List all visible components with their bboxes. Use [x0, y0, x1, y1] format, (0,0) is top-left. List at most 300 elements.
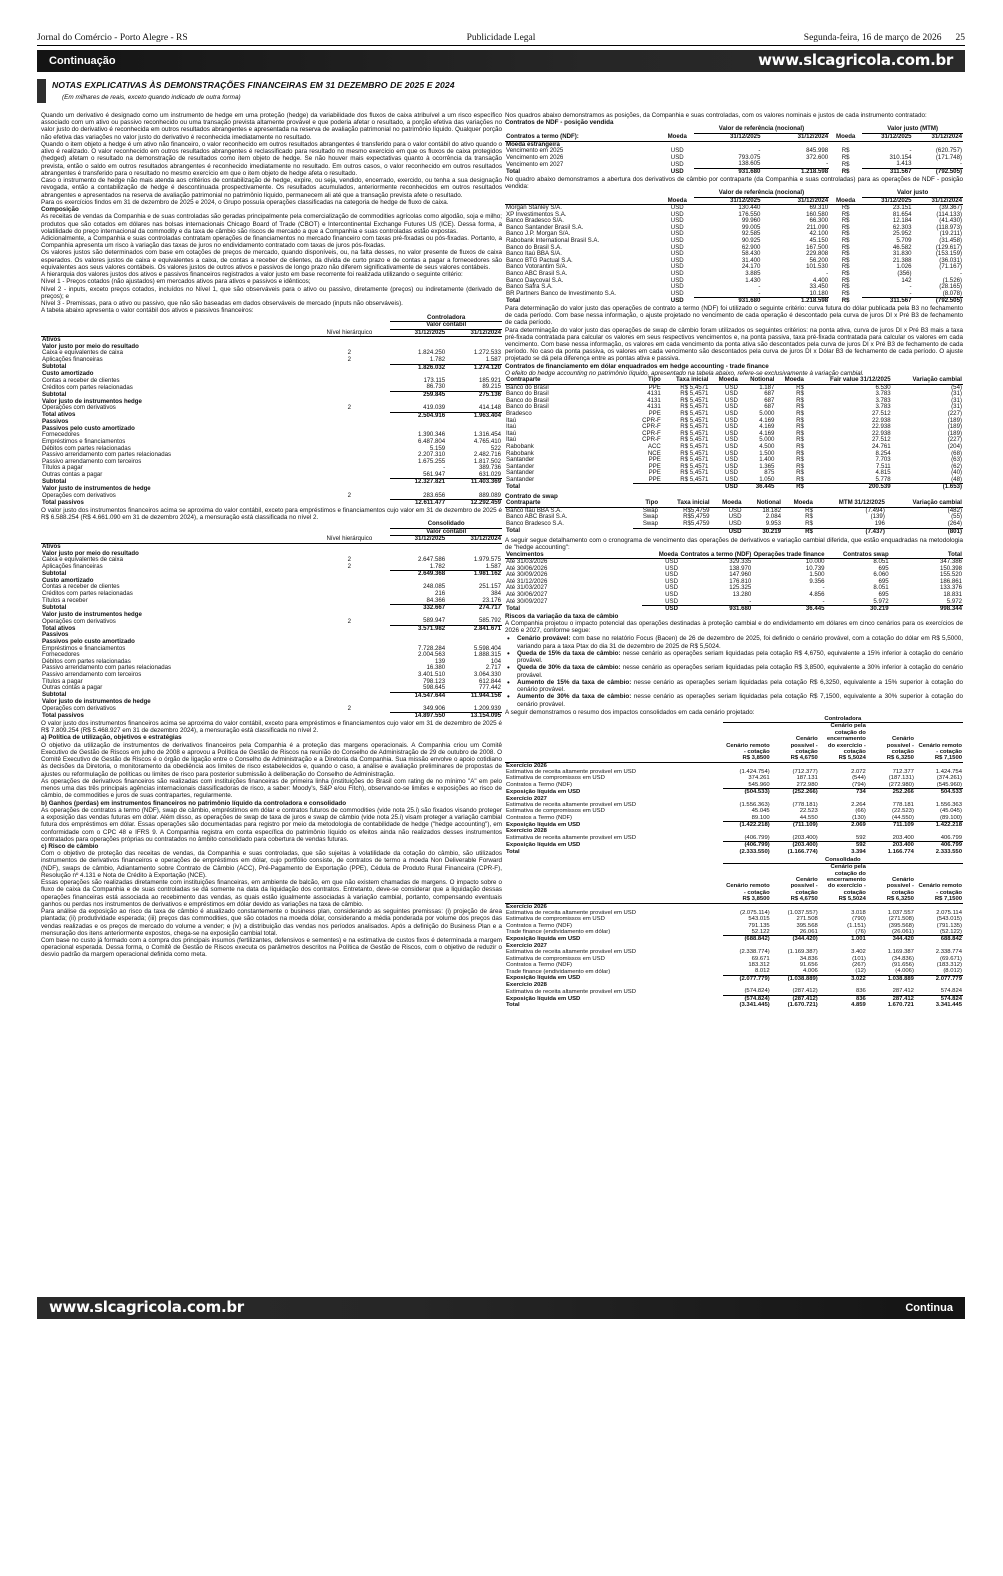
row-level: [308, 591, 390, 598]
row-level: [308, 371, 390, 378]
row-cell: (227): [947, 436, 962, 444]
row-value: 33.450: [809, 283, 829, 291]
row-cell: 2.333.550: [935, 848, 962, 855]
table-row: [505, 929, 963, 936]
header-cell: [41, 322, 308, 330]
row-label: Valor justo de instrumentos de hedge: [42, 698, 151, 706]
row-label: Empréstimos e financiamentos: [42, 437, 126, 445]
header-cell: MTM 31/12/2025: [814, 500, 886, 507]
newspaper-name: Jornal do Comércio - Porto Alegre - RS: [37, 33, 188, 44]
row-value-2024: 2.482.716: [473, 451, 501, 459]
row-label: Banco Itaú BBA S/A.: [506, 250, 562, 258]
row-cell: (7.494): [865, 506, 885, 514]
header-cell: Moeda: [775, 377, 805, 384]
row-label: Aplicações financeiras: [42, 356, 103, 364]
row-label: Trade finance (endividamento em dólar): [506, 929, 611, 936]
row-value: 1.413: [862, 161, 912, 168]
row-cell: R$ 5,4571: [680, 462, 709, 470]
row-value-2024: 1.817.502: [473, 457, 501, 465]
row-label: Contratos a Termo (NDF): [506, 961, 573, 968]
header-cell: Contratos swap: [826, 552, 890, 559]
row-cell: 5.000: [759, 436, 775, 444]
row-cell: 347.386: [939, 558, 962, 566]
header-cell: [308, 315, 390, 322]
row-value: 69.310: [809, 204, 829, 212]
row-cell: 875: [764, 469, 775, 477]
row-cell: 9.953: [742, 521, 781, 528]
body-paragraph: O valor justo dos instrumentos financeiros acima se aproxima do valor contábil, exceto para empréstimos e financiamentos cujo valor em 31 de dezembro de 2025 é R$ 6.588.254 (R$ 4.661.090 em 31 de dezembro 2024), a mensuração está classificada no nível 2.: [41, 506, 502, 521]
row-label: Custo amortizado: [42, 576, 94, 584]
header-cell: [41, 528, 308, 536]
row-cell: 734: [856, 789, 866, 796]
body-paragraph: Nível 3 - Premissas, para o ativo ou passivo, que não são baseadas em dados observáveis de mercado (inputs não observáveis).: [41, 300, 403, 308]
table-row: [505, 264, 963, 271]
table-row: [505, 903, 963, 910]
row-currency: USD: [670, 296, 684, 304]
header-2024: 31/12/2024: [913, 197, 963, 205]
header-2025: 31/12/2025: [694, 197, 762, 205]
row-cell: (22.523): [891, 808, 914, 815]
row-label: Empréstimos e financiamentos: [42, 644, 126, 652]
row-label: Itaú: [506, 416, 517, 424]
body-paragraph: Nos quadros abaixo demonstramos as posições, da Companhia e suas controladas, com os valores nominais e justos de cada instrumento contratado:: [505, 112, 927, 119]
row-cell: (374.261): [936, 775, 962, 782]
row-cell: 778.181: [892, 801, 914, 808]
row-currency: R$: [841, 160, 850, 168]
row-value-2024: [446, 632, 502, 639]
row-label: Estimativa de receita altamente provável em USD: [506, 801, 636, 808]
row-value: 31.400: [741, 256, 761, 264]
row-currency: USD: [670, 269, 684, 277]
row-cell: 13.280: [732, 591, 752, 599]
row-cell: (1.151): [847, 922, 866, 929]
body-paragraph: Com o objetivo de proteção das receitas de vendas, da Companhia e suas controladas, que são sujeitas à volatilidade da cotação do câmbio, são utilizados instrumentos de derivativos financeiros e operações de empréstimos em dólar, cujo portfólio consiste, de contratos de termo a moeda Non Deliverable Forward (NDF), swaps de câmbio, Adiantamento sobre Contrato de Câmbio (ACC), Pré-Pagamento de Exportação (PPE), Cédula de Produto Rural Financeira (CPR-F), Resolução nº 4.131 e Nota de Crédito à Exportação (NCE).: [41, 850, 502, 879]
row-value: 311.567: [889, 167, 912, 175]
row-label: Total: [506, 296, 521, 304]
row-currency: R$: [841, 289, 850, 297]
row-cell: 3.783: [875, 390, 891, 398]
row-value: 130.440: [738, 204, 761, 212]
subheading: Riscos da variação da taxa de câmbio: [505, 612, 619, 620]
row-label: Subtotal: [42, 363, 67, 371]
header-cell: Moeda: [711, 500, 743, 507]
row-cell: 406.799: [915, 835, 963, 842]
row-cell: (574.824): [744, 995, 770, 1002]
row-label: Contratos a Termo (NDF): [506, 922, 573, 929]
row-cell: 3.018: [851, 909, 866, 916]
row-value: 31.830: [892, 250, 912, 258]
row-cell: 203.400: [892, 842, 914, 849]
row-cell: 1.001: [851, 936, 866, 943]
body-paragraph: As operações de derivativos financeiros são realizadas com instituições financeiras de primeira linha (instituições do Brasil com rating de no mínimo "A" em pelo menos uma das três principais agências internacionais classificadoras de risco, a saber: Moody's, S&P e/ou Fitch), observando-se limites e exposições ao risco de câmbio, de commodities e juros de suas contrapartes, regularmente.: [41, 777, 502, 800]
row-label: Banco Daycoval S.A.: [506, 276, 564, 284]
scenario-name: Queda de 30% da taxa de câmbio:: [517, 664, 621, 672]
row-value-2024: 1.272.533: [473, 349, 501, 357]
row-cell: (543.015): [936, 916, 962, 923]
row-currency: R$: [841, 223, 850, 231]
row-label: Total ativos: [42, 411, 76, 419]
scenario-rate: R$ 6,3250: [867, 896, 915, 903]
row-level: [308, 378, 390, 385]
row-value-2025: [390, 337, 446, 344]
row-cell: R$: [796, 449, 804, 457]
row-cell: R$: [805, 513, 813, 521]
row-value-2024: 1.587: [446, 357, 502, 364]
row-value-2024: 11.944.156: [470, 691, 501, 699]
row-cell: 504.533: [940, 789, 962, 796]
row-cell: R$: [796, 483, 804, 491]
row-label: Débitos com partes relacionadas: [42, 444, 131, 452]
row-cell: 592: [856, 842, 866, 849]
row-value: 24.170: [741, 263, 761, 271]
row-value-2024: 275.136: [478, 390, 501, 398]
header-cell: [41, 315, 308, 322]
table-row: [505, 484, 963, 491]
row-cell: 329.335: [729, 558, 752, 566]
row-level: 2: [347, 356, 352, 364]
row-value-2025: 2.647.586: [418, 556, 446, 564]
row-cell: (271.508): [888, 916, 914, 923]
row-cell: 687: [764, 403, 775, 411]
table-header-row: [41, 329, 502, 337]
body-paragraph: A seguir segue detalhamento com o cronograma de vencimento das operações de derivativos e variação cambial diferida, que estão enquadradas na metodologia de "hedge accounting":: [505, 537, 963, 552]
row-value-2024: 1.316.454: [473, 431, 501, 439]
scenario-item: [515, 693, 963, 707]
row-label: XP Investimentos S.A.: [506, 210, 567, 218]
table-row: [505, 168, 963, 175]
row-cell: 30.219: [870, 605, 889, 613]
table-header-row: [505, 864, 963, 896]
row-label: Banco do Brasil: [506, 383, 549, 391]
row-label: Banco J.P. Morgan S/A.: [506, 230, 571, 238]
row-value-2025: 6.487.804: [418, 437, 446, 445]
row-value: -: [758, 147, 761, 155]
row-label: Trade finance (endividamento em dólar): [506, 968, 611, 975]
body-paragraph: As operações de contratos a termo (NDF), swap de câmbio, empréstimos em dólar e contratos futuros de commodities (vide nota 25.i) são fixados visando proteger a exposição das vendas futuras em dólar. Além disso, as operações de swap de taxa de juros e swap de câmbio (vide nota 25.i) visam proteger a variação cambial futura dos empréstimos em dólar. Essas operações são documentadas para registro por meio da metodologia de contabilidade de hedge ("hedge accounting"), em conformidade com o CPC 48 e IFRS 9. A Companhia registra em conta específica do patrimônio líquido os efeitos ainda não realizados desses instrumentos contratados para operações próprias ou contratados no âmbito consolidado para cobertura de vendas futuras.: [41, 806, 502, 843]
row-cell: 695: [878, 591, 889, 599]
row-label: Até 30/06/2026: [506, 564, 548, 572]
row-value: (114.133): [936, 210, 962, 218]
row-cell: [659, 528, 711, 535]
row-label: Banco Itaú BBA S.A.: [506, 506, 562, 514]
row-cell: USD: [725, 449, 738, 457]
table-consolidado-financial-instruments: [41, 521, 502, 720]
body-paragraph: Adicionalmente, a Companhia e suas controladas contratam operações de financiamentos no mercado financeiro com taxas pré-fixadas ou pós-fixadas. Portanto, a Companhia apresenta um risco à variação das taxas de juros no endividamento contratado com taxas de juros pós-fixadas.: [41, 234, 502, 250]
table-row: [41, 571, 502, 578]
row-level: [308, 465, 390, 472]
section-title: [37, 79, 477, 103]
header-2024: 31/12/2024: [446, 329, 502, 337]
row-cell: (40): [951, 469, 962, 477]
table-header-row: [505, 755, 963, 762]
row-cell: 44.550: [771, 815, 819, 822]
row-label: Passivos pelo custo amortizado: [42, 424, 135, 432]
row-cell: 22.938: [872, 423, 891, 431]
row-value-2025: 1.824.250: [418, 349, 446, 357]
row-cell: (203.400): [771, 835, 819, 842]
row-value-2024: 1.274.120: [473, 363, 501, 371]
table-row: [41, 500, 502, 507]
row-label: Total: [506, 848, 520, 855]
row-cell: 5.972: [890, 599, 963, 606]
header-cell: [505, 755, 723, 762]
row-level: [308, 578, 390, 585]
row-cell: 712.377: [892, 769, 914, 776]
row-value: 10.180: [761, 291, 829, 298]
scenario-header: Cenário remoto - cotação: [726, 883, 770, 896]
row-value-2024: 1.888.315: [473, 651, 501, 659]
row-cell: 1.424.754: [935, 769, 962, 776]
row-level: [308, 659, 390, 666]
continuation-label: Continuação: [49, 54, 116, 67]
row-value-2024: 89.215: [446, 384, 502, 391]
row-cell: 574.824: [915, 988, 963, 995]
row-value-2025: 86.730: [390, 384, 446, 391]
row-cell: R$ 5,4571: [680, 429, 709, 437]
row-cell: 125.325: [729, 584, 752, 592]
masthead: [37, 32, 965, 46]
row-label: BR Partners Banco de Investimento S.A.: [506, 289, 617, 297]
header-nivel: Nível hierárquico: [308, 329, 390, 337]
row-value-2025: 1.782: [390, 357, 446, 364]
table-row: [505, 975, 963, 982]
row-cell: (54): [951, 383, 962, 391]
row-currency: R$: [841, 210, 850, 218]
body-paragraph: Nível 2 - inputs, exceto preços cotados, incluídos no Nível 1, que são observáveis para o ativo ou passivo, diretamente (preços) ou indiretamente (derivado de preços); e: [41, 285, 502, 300]
row-cell: USD: [725, 390, 738, 398]
row-cell: R$ 5,4571: [680, 396, 709, 404]
row-cell: 4.169: [759, 416, 775, 424]
row-cell: (8.012): [915, 968, 963, 975]
row-level: [308, 672, 390, 679]
row-cell: [771, 762, 819, 769]
row-value: (31.458): [939, 237, 962, 245]
row-label: Passivo arrendamento com partes relacionadas: [42, 451, 172, 459]
row-level: 2: [347, 562, 352, 570]
row-cell: (45.045): [940, 808, 962, 815]
row-cell: [915, 762, 963, 769]
table-row: [41, 713, 502, 720]
table-row: [505, 822, 963, 829]
row-label: Ativos: [42, 336, 61, 344]
row-level: [308, 446, 390, 453]
row-value: 58.430: [741, 250, 761, 258]
row-cell: 1.050: [739, 477, 776, 484]
header-2024: 31/12/2024: [913, 134, 963, 142]
subheading: a) Política de utilização, objetivos e estratégias: [41, 734, 182, 742]
row-cell: (344.420): [792, 936, 818, 943]
row-cell: USD: [665, 584, 679, 592]
row-level: [308, 571, 390, 578]
row-cell: 196: [814, 521, 886, 528]
table-header-row: [41, 536, 502, 544]
row-currency: R$: [841, 276, 850, 284]
row-cell: 10.739: [805, 564, 825, 572]
row-cell: -: [822, 584, 825, 592]
row-cell: 2.084: [765, 513, 781, 521]
row-value: 3.885: [745, 269, 761, 277]
row-value-2024: 1.587: [446, 564, 502, 571]
table-row: [505, 1002, 963, 1008]
row-cell: R$: [796, 469, 804, 477]
body-paragraph: A hierarquia dos valores justos dos ativos e passivos financeiros registrados a valor justo em base recorrente foi realizada utilizando o seguinte critério:: [41, 271, 463, 279]
row-value: 101.530: [806, 263, 829, 271]
row-cell: 52.122: [723, 929, 771, 936]
row-cell: 695: [878, 577, 889, 585]
row-currency: USD: [670, 263, 684, 271]
row-cell: 36.445: [805, 605, 825, 613]
row-currency: USD: [670, 289, 684, 297]
body-paragraph: Com base no custo já formado com a compra dos principais insumos (fertilizantes, defensivos e sementes) e na estimativa de custos fixos é determinada a margem operacional esperada. Dessa forma, o Comitê de Gestão de Riscos executa os parâmetros descritos na Política de Gestão de Riscos, com o objetivo de reduzir o desvio padrão da margem operacional definida como meta.: [41, 937, 502, 959]
row-cell: USD: [728, 506, 742, 514]
row-cell: 687: [764, 396, 775, 404]
row-label: Rabobank: [506, 449, 534, 457]
row-cell: [867, 762, 915, 769]
row-cell: R$ 5,4571: [680, 423, 709, 431]
row-value: -: [909, 283, 912, 291]
row-label: Passivo arrendamento com terceiros: [42, 457, 142, 465]
row-cell: 252.266: [892, 789, 914, 796]
row-cell: R$: [796, 462, 804, 470]
row-value-2024: 585.792: [446, 618, 502, 625]
scenario-header: Cenário remoto - cotação: [726, 742, 770, 755]
body-paragraph: Caso o instrumento de hedge não mais atenda aos critérios de contabilização de hedge, expire, ou seja, vendido, encerrado, exercido, ou tenha a sua designação revogada, então a contabilização de hedge é descontinuada prospectivamente. Os resultados acumulados, anteriormente reconhecidos em outros resultados abrangentes e apresentados na reserva de avaliação patrimonial no patrimônio líquido, permanecem ali até que a transação prevista afete o resultado.: [41, 177, 502, 199]
table-row: [41, 459, 502, 466]
table-row: [505, 528, 963, 535]
row-label: Ativos: [42, 542, 61, 550]
header-nivel: Nível hierárquico: [308, 536, 390, 544]
row-value-2024: 23.176: [446, 598, 502, 605]
row-cell: 203.400: [867, 835, 915, 842]
row-value-2025: 598.645: [390, 685, 446, 692]
row-level: 2: [347, 617, 352, 625]
row-cell: 545.960: [723, 782, 771, 789]
row-cell: R$ 5,4571: [680, 410, 709, 418]
row-cell: CPR-F: [642, 423, 661, 431]
row-currency: USD: [670, 204, 684, 212]
row-label: Até 30/09/2027: [506, 597, 548, 605]
row-label: Subtotal: [42, 390, 67, 398]
row-cell: 34.836: [799, 955, 818, 962]
row-label: Itaú: [506, 436, 517, 444]
row-cell: R$: [796, 383, 804, 391]
row-currency: R$: [841, 167, 850, 175]
row-value: 931.680: [738, 297, 761, 305]
header-cell: Contraparte: [505, 377, 633, 384]
row-label: Operações com derivativos: [42, 705, 116, 713]
row-cell: USD: [725, 410, 738, 418]
row-cell: 4.169: [759, 429, 775, 437]
row-cell: [633, 484, 662, 491]
row-value-2025: 84.366: [390, 598, 446, 605]
row-value: 167.500: [806, 243, 829, 251]
row-value-2025: 1.782: [390, 564, 446, 571]
row-value: 21.388: [892, 256, 912, 264]
row-value-2024: [446, 543, 502, 550]
row-label: Contas a receber de clientes: [42, 583, 120, 591]
row-cell: (1.422.218): [739, 822, 770, 829]
row-label: Valor justo de instrumentos hedge: [42, 610, 142, 618]
row-cell: USD: [725, 423, 738, 431]
row-cell: (712.377): [792, 769, 818, 776]
header-cell: [829, 190, 862, 197]
scenario-text: nesse cenário as operações seriam liquidadas pela cotação R$ 3,8500, equivalente a 30% inferior à cotação do cenário provável.: [517, 664, 963, 679]
notes-title: NOTAS EXPLICATIVAS ÀS DEMONSTRAÇÕES FINANCEIRAS EM 31 DEZEMBRO DE 2025 E 2024: [52, 80, 455, 90]
section-name: Publicidade Legal: [466, 33, 536, 44]
row-value: (28.165): [939, 283, 962, 291]
row-label: Fornecedores: [42, 651, 80, 659]
row-value-2024: 5.598.404: [473, 644, 501, 652]
row-cell: [819, 762, 867, 769]
row-cell: 395.568: [796, 922, 818, 929]
row-cell: 1.500: [809, 571, 825, 579]
row-cell: 2.338.774: [935, 949, 962, 956]
row-label: Rabobank: [506, 442, 534, 450]
subheading: c) Risco de câmbio: [41, 842, 99, 850]
subheading: Contratos de financiamento em dólar enquadrados em hedge accounting - trade finance: [505, 362, 769, 370]
row-currency: USD: [670, 217, 684, 225]
right-column: [505, 112, 963, 1292]
scenario-list: [515, 635, 963, 707]
row-level: [308, 598, 390, 605]
header-2024: 31/12/2024: [761, 134, 829, 142]
table-group-header: Consolidado: [723, 857, 963, 864]
row-value-2025: 16.380: [426, 664, 446, 672]
row-cell: (267): [852, 961, 866, 968]
table-subheader: Valor contábil: [390, 528, 502, 536]
row-value: (41.430): [939, 217, 962, 225]
row-label: Operações com derivativos: [42, 617, 116, 625]
row-value: 176.550: [738, 210, 761, 218]
row-cell: 8.051: [873, 558, 889, 566]
row-cell: R$: [796, 436, 804, 444]
row-cell: 8.254: [875, 449, 891, 457]
row-cell: R$: [796, 410, 804, 418]
row-value: 138.605: [694, 161, 762, 168]
row-label: Até 31/03/2027: [506, 584, 548, 592]
row-cell: [771, 903, 819, 910]
header-cell: [308, 521, 390, 528]
row-currency: USD: [670, 167, 684, 175]
row-value: 1.218.598: [801, 297, 829, 305]
row-cell: 24.761: [872, 442, 891, 450]
header-cell: Tipo: [633, 500, 659, 507]
scenario-header: Cenário pela cotação do encerramento do exercício - cotação: [826, 864, 866, 896]
row-cell: (203.400): [792, 842, 818, 849]
row-cell: (395.568): [888, 922, 914, 929]
row-level: [308, 412, 390, 419]
row-cell: USD: [725, 483, 738, 491]
row-level: [308, 605, 390, 612]
row-cell: 8.051: [873, 584, 889, 592]
row-value-2024: 251.157: [478, 583, 501, 591]
row-cell: 2.069: [851, 822, 866, 829]
row-label: Créditos com partes relacionadas: [42, 590, 133, 597]
row-cell: USD: [725, 456, 738, 464]
row-cell: R$ 5,4571: [662, 477, 710, 484]
scenario-rate: R$ 4,6750: [771, 896, 819, 903]
row-label: Banco do Brasil: [506, 403, 549, 411]
row-cell: (4.006): [867, 968, 915, 975]
row-cell: R$: [796, 442, 804, 450]
table-row: [505, 968, 963, 975]
row-cell: 272.980: [771, 782, 819, 789]
row-label: Total passivos: [42, 712, 84, 720]
row-value-2024: 185.921: [478, 376, 501, 384]
row-cell: PPE: [648, 456, 661, 464]
row-cell: (76): [819, 929, 867, 936]
row-label: Santander: [506, 462, 535, 470]
